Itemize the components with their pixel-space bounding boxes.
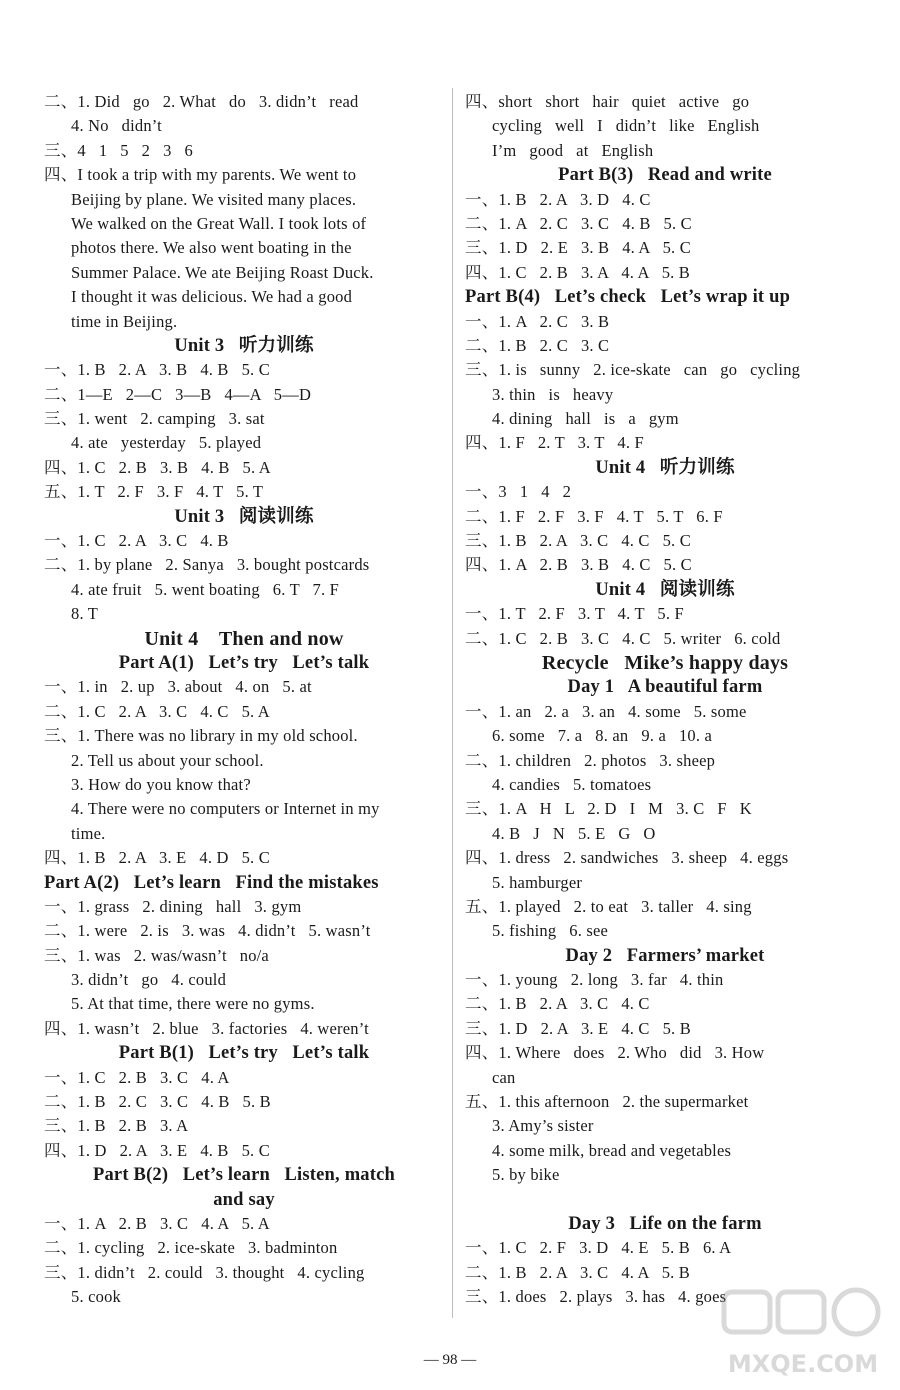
answer-line: 一、3 1 4 2 — [465, 482, 572, 502]
answer-line: 二、1. cycling 2. ice-skate 3. badminton — [44, 1238, 338, 1258]
answer-line: 一、1. T 2. F 3. T 4. T 5. F — [465, 604, 684, 624]
answer-line: 二、1. F 2. F 3. F 4. T 5. T 6. F — [465, 506, 723, 526]
answer-line: We walked on the Great Wall. I took lots of — [71, 213, 367, 233]
answer-line: Beijing by plane. We visited many places. — [71, 189, 357, 209]
answer-line: 2. Tell us about your school. — [71, 750, 264, 770]
answer-line: 4. ate yesterday 5. played — [71, 433, 262, 453]
section-heading: Unit 4 Then and now — [144, 627, 344, 650]
answer-line: 一、1. C 2. A 3. C 4. B — [44, 531, 229, 551]
section-heading: Unit 3 听力训练 — [174, 335, 314, 356]
answer-line: 四、1. D 2. A 3. E 4. B 5. C — [44, 1140, 270, 1160]
answer-line: 一、1. C 2. F 3. D 4. E 5. B 6. A — [465, 1238, 732, 1258]
answer-line: I’m good at English — [492, 140, 654, 160]
section-heading: Unit 4 阅读训练 — [595, 579, 735, 600]
answer-line: 二、1. B 2. C 3. C — [465, 335, 610, 355]
answer-line: 四、1. A 2. B 3. B 4. C 5. C — [465, 555, 692, 575]
answer-line: 三、1. B 2. B 3. A — [44, 1116, 189, 1136]
section-heading: Unit 4 听力训练 — [595, 457, 735, 478]
answer-line: 四、1. Where does 2. Who did 3. How — [465, 1043, 765, 1063]
answer-line: 二、1. B 2. A 3. C 4. A 5. B — [465, 1262, 691, 1282]
section-heading: Part A(2) Let’s learn Find the mistakes — [44, 872, 379, 893]
answer-line: 4. some milk, bread and vegetables — [492, 1140, 732, 1160]
answer-line: 二、1. children 2. photos 3. sheep — [465, 750, 716, 770]
answer-line: 三、1. was 2. was/wasn’t no/a — [44, 945, 269, 965]
answer-line: 三、1. is sunny 2. ice-skate can go cycling — [465, 360, 801, 380]
answer-line: 四、1. B 2. A 3. E 4. D 5. C — [44, 848, 270, 868]
answer-line: 8. T — [71, 604, 99, 624]
section-heading: Recycle Mike’s happy days — [541, 651, 789, 674]
answer-line: 三、1. There was no library in my old school. — [44, 726, 358, 746]
answer-line: 三、1. didn’t 2. could 3. thought 4. cycling — [44, 1262, 365, 1282]
answer-line: 5. by bike — [492, 1165, 560, 1185]
answer-line: 一、1. C 2. B 3. C 4. A — [44, 1067, 230, 1087]
right-column — [465, 90, 865, 1310]
answer-line: 五、1. played 2. to eat 3. taller 4. sing — [465, 896, 752, 916]
left-column — [44, 90, 444, 1310]
answer-line: 四、short short hair quiet active go — [465, 92, 750, 111]
answer-line: 四、1. C 2. B 3. B 4. B 5. A — [44, 457, 271, 477]
answer-line: 四、I took a trip with my parents. We went to — [44, 165, 357, 185]
answer-line: time. — [71, 823, 106, 843]
answer-line: 5. At that time, there were no gyms. — [71, 994, 315, 1014]
answer-line: 一、1. an 2. a 3. an 4. some 5. some — [465, 701, 747, 721]
section-heading: Part B(1) Let’s try Let’s talk — [118, 1043, 370, 1064]
answer-line: cycling well I didn’t like English — [492, 116, 760, 136]
answer-line: 4. candies 5. tomatoes — [492, 774, 652, 794]
answer-line: 一、1. B 2. A 3. B 4. B 5. C — [44, 360, 270, 380]
answer-line: 5. fishing 6. see — [492, 921, 609, 941]
answer-line: 3. How do you know that? — [71, 774, 251, 794]
answer-line: 4. B J N 5. E G O — [492, 823, 656, 843]
answer-line: 二、1. C 2. B 3. C 4. C 5. writer 6. cold — [465, 628, 781, 648]
answer-line: 一、1. in 2. up 3. about 4. on 5. at — [44, 677, 312, 697]
answer-line: 三、1. D 2. E 3. B 4. A 5. C — [465, 238, 691, 258]
answer-line: 4. ate fruit 5. went boating 6. T 7. F — [71, 579, 340, 599]
answer-line: photos there. We also went boating in the — [71, 238, 352, 258]
answer-line: 四、1. C 2. B 3. A 4. A 5. B — [465, 262, 691, 282]
answer-line: 二、1. B 2. A 3. C 4. C — [465, 994, 650, 1014]
column-divider — [452, 88, 453, 1318]
answer-line: can — [492, 1067, 516, 1087]
answer-line: 三、4 1 5 2 3 6 — [44, 140, 193, 160]
section-heading: and say — [213, 1189, 275, 1210]
answer-line: 三、1. B 2. A 3. C 4. C 5. C — [465, 531, 691, 551]
answer-line: 二、1. B 2. C 3. C 4. B 5. B — [44, 1092, 271, 1112]
answer-line: I thought it was delicious. We had a good — [71, 287, 353, 307]
answer-line: 5. cook — [71, 1287, 121, 1307]
answer-line: 四、1. F 2. T 3. T 4. F — [465, 433, 644, 453]
answer-line: 三、1. does 2. plays 3. has 4. goes — [465, 1287, 727, 1307]
answer-line: 一、1. grass 2. dining hall 3. gym — [44, 896, 302, 916]
answer-line: Summer Palace. We ate Beijing Roast Duck. — [71, 262, 374, 282]
answer-line: 4. There were no computers or Internet in my — [71, 799, 380, 819]
answer-line: 一、1. A 2. C 3. B — [465, 311, 610, 331]
section-heading: Part A(1) Let’s try Let’s talk — [118, 652, 370, 673]
answer-line: 二、1. Did go 2. What do 3. didn’t read — [44, 92, 359, 111]
answer-line: 一、1. young 2. long 3. far 4. thin — [465, 970, 724, 990]
section-heading: Part B(4) Let’s check Let’s wrap it up — [465, 287, 791, 308]
answer-line: 二、1. were 2. is 3. was 4. didn’t 5. wasn’t — [44, 921, 371, 941]
answer-line: 4. No didn’t — [71, 116, 162, 136]
section-heading: Part B(3) Read and write — [558, 165, 772, 186]
answer-line: 一、1. A 2. B 3. C 4. A 5. A — [44, 1213, 270, 1233]
answer-line: 3. Amy’s sister — [492, 1116, 594, 1136]
page-number: — 98 — — [423, 1352, 477, 1368]
answer-line: 6. some 7. a 8. an 9. a 10. a — [492, 726, 713, 746]
answer-line: 三、1. A H L 2. D I M 3. C F K — [465, 799, 752, 819]
section-heading: Unit 3 阅读训练 — [174, 506, 314, 527]
answer-line: 二、1. C 2. A 3. C 4. C 5. A — [44, 701, 270, 721]
watermark-logo — [718, 1286, 888, 1386]
answer-line: 二、1—E 2—C 3—B 4—A 5—D — [44, 384, 312, 404]
answer-line: 四、1. dress 2. sandwiches 3. sheep 4. eggs — [465, 848, 789, 868]
section-heading: Day 3 Life on the farm — [568, 1213, 762, 1234]
answer-line: 四、1. wasn’t 2. blue 3. factories 4. weren’t — [44, 1018, 369, 1038]
answer-line: 3. didn’t go 4. could — [71, 970, 227, 990]
watermark-text: MXQE.COM — [727, 1350, 879, 1378]
answer-line: 5. hamburger — [492, 872, 583, 892]
section-heading: Day 1 A beautiful farm — [567, 677, 763, 698]
section-heading: Part B(2) Let’s learn Listen, match — [92, 1165, 396, 1186]
answer-line: 五、1. this afternoon 2. the supermarket — [465, 1092, 749, 1112]
blank-line — [465, 1188, 865, 1212]
answer-line: 二、1. by plane 2. Sanya 3. bought postcards — [44, 555, 370, 575]
answer-line: 3. thin is heavy — [492, 384, 614, 404]
answer-line: 4. dining hall is a gym — [492, 409, 679, 429]
answer-line: time in Beijing. — [71, 311, 178, 331]
answer-line: 一、1. B 2. A 3. D 4. C — [465, 189, 651, 209]
section-heading: Day 2 Farmers’ market — [565, 945, 765, 966]
answer-line: 二、1. A 2. C 3. C 4. B 5. C — [465, 213, 692, 233]
answer-line: 五、1. T 2. F 3. F 4. T 5. T — [44, 482, 264, 502]
answer-line: 三、1. D 2. A 3. E 4. C 5. B — [465, 1018, 691, 1038]
answer-line: 三、1. went 2. camping 3. sat — [44, 409, 265, 429]
